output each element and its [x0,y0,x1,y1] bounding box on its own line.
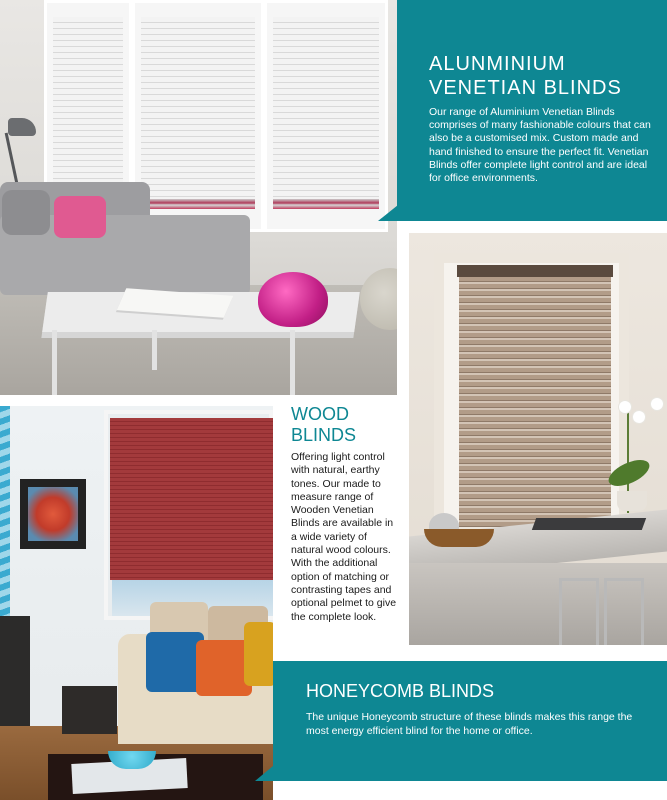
wood-title: WOOD BLINDS [291,404,357,445]
venetian-blind [141,17,255,203]
wood-blinds-photo [409,233,667,645]
grey-cushion [2,190,50,235]
wood-venetian-blind [459,277,611,527]
venetian-blind [53,17,123,203]
framed-artwork [28,487,78,541]
wood-description-2: With the additional option of matching or contrasting tapes and optional pelmet to give the complete look. [291,557,397,623]
panel-notch [378,205,398,221]
hob [532,518,646,530]
pink-cushion [54,196,106,238]
wooden-bowl [424,529,494,547]
panel-notch [255,766,273,781]
aluminium-title: ALUNMINIUM VENETIAN BLINDS [429,53,622,99]
aluminium-description: Our range of Aluminium Venetian Blinds comprises of many fashionable colours that can also be a customised mix. Custom made and hand finished to ensure the perfect fit. Venetian Blinds offer complete light control and are ideal for office environments. [429,106,651,185]
floor-lamp-icon [8,118,36,136]
plant-pot [617,491,647,511]
table-leg [290,330,295,395]
storage-box [62,686,117,734]
venetian-blind [273,17,379,203]
yellow-cushion [244,622,273,686]
orchid-flower-icon [619,401,631,413]
orchid-flower-icon [651,398,663,410]
orchid-flower-icon [633,411,645,423]
blind-bottom-rail [273,199,379,209]
window-right [264,0,388,232]
blind-bottom-rail [141,199,255,209]
wood-description-1: Offering light control with natural, earthy tones. Our made to measure range of Wooden Venetian Blinds are available in a wide variety of natural wood colours. [291,451,394,557]
magenta-vase [258,272,328,327]
table-leg [52,330,57,395]
honeycomb-blinds-photo [0,406,273,800]
bar-stool [559,578,599,645]
aluminium-blinds-photo [0,0,397,395]
blind-headrail [457,265,613,277]
honeycomb-description: The unique Honeycomb structure of these blinds makes this range the most energy efficient blind for the home or office. [306,711,633,737]
wood-description [291,451,399,624]
honeycomb-blind [110,418,273,580]
window-middle [132,0,264,232]
table-leg [152,330,157,370]
dresser [0,616,30,726]
bar-stool [604,578,644,645]
honeycomb-title: HONEYCOMB BLINDS [306,681,495,701]
